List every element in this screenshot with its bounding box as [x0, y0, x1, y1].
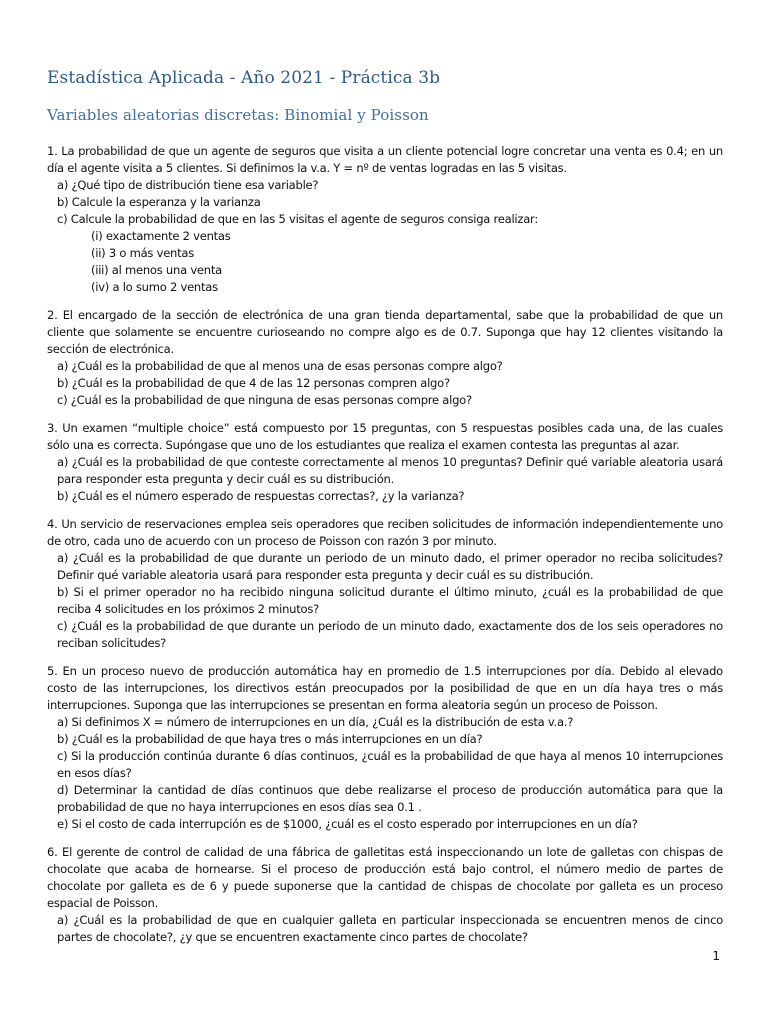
- problem-item: d) Determinar la cantidad de días continuos que debe realizarse el proceso de producción automática para que la probabilidad de que no haya interrupciones en esos días sea 0.1 .: [57, 783, 723, 814]
- document-subtitle: Variables aleatorias discretas: Binomial y Poisson: [47, 106, 429, 124]
- problem-item: a) ¿Cuál es la probabilidad de que al menos una de esas personas compre algo?: [57, 359, 503, 373]
- problem-subitem: (ii) 3 o más ventas: [91, 246, 194, 260]
- problem-item: c) Si la producción continúa durante 6 días continuos, ¿cuál es la probabilidad de que haya al menos 10 interrupciones en esos días?: [57, 749, 723, 780]
- problem-1: [47, 143, 723, 296]
- problems-list: [47, 143, 723, 957]
- problem-stem: 1. La probabilidad de que un agente de seguros que visita a un cliente potencial logre concretar una venta es 0.4; en un día el agente visita a 5 clientes. Si definimos la v.a. Y = nº de ventas logradas en las 5 visitas.: [47, 144, 723, 175]
- problem-6: [47, 844, 723, 946]
- problem-4: [47, 516, 723, 652]
- problem-5: [47, 663, 723, 833]
- problem-item: c) ¿Cuál es la probabilidad de que ninguna de esas personas compre algo?: [57, 393, 472, 407]
- problem-item: a) ¿Qué tipo de distribución tiene esa variable?: [57, 178, 319, 192]
- problem-item: a) ¿Cuál es la probabilidad de que durante un periodo de un minuto dado, el primer operador no reciba solicitudes? Definir qué variable aleatoria usará para responder esta pregunta y decir cuál es su distribución.: [57, 551, 723, 582]
- problem-item: b) Calcule la esperanza y la varianza: [57, 195, 261, 209]
- problem-item: a) ¿Cuál es la probabilidad de que conteste correctamente al menos 10 preguntas? Definir qué variable aleatoria usará para responder esta pregunta y decir cuál es su distribución.: [57, 455, 723, 486]
- problem-item: b) ¿Cuál es la probabilidad de que 4 de las 12 personas compren algo?: [57, 376, 450, 390]
- problem-item: a) Si definimos X = número de interrupciones en un día, ¿Cuál es la distribución de esta v.a.?: [57, 715, 574, 729]
- problem-stem: 5. En un proceso nuevo de producción automática hay en promedio de 1.5 interrupciones por día. Debido al elevado costo de las interrupciones, los directivos están preocupados por la posibilidad de que en un día haya tres o más interrupciones. Suponga que las interrupciones se presentan en forma aleatoria según un proceso de Poisson.: [47, 664, 723, 712]
- problem-subitem: (iv) a lo sumo 2 ventas: [91, 280, 218, 294]
- page-number: 1: [712, 949, 720, 963]
- problem-item: e) Si el costo de cada interrupción es de $1000, ¿cuál es el costo esperado por interrupciones en un día?: [57, 817, 638, 831]
- problem-item: b) ¿Cuál es el número esperado de respuestas correctas?, ¿y la varianza?: [57, 489, 465, 503]
- problem-stem: 2. El encargado de la sección de electrónica de una gran tienda departamental, sabe que la probabilidad de que un cliente que solamente se encuentre curioseando no compre algo es de 0.7. Suponga que hay 12 clientes visitando la sección de electrónica.: [47, 308, 723, 356]
- problem-item: a) ¿Cuál es la probabilidad de que en cualquier galleta en particular inspeccionada se encuentren menos de cinco partes de chocolate?, ¿y que se encuentren exactamente cinco partes de chocolate?: [57, 913, 723, 944]
- problem-stem: 3. Un examen “multiple choice” está compuesto por 15 preguntas, con 5 respuestas posibles cada una, de las cuales sólo una es correcta. Supóngase que uno de los estudiantes que realiza el examen contesta las preguntas al azar.: [47, 421, 723, 452]
- document-title: Estadística Aplicada - Año 2021 - Práctica 3b: [47, 68, 441, 88]
- problem-item: b) ¿Cuál es la probabilidad de que haya tres o más interrupciones en un día?: [57, 732, 483, 746]
- problem-item: c) ¿Cuál es la probabilidad de que durante un periodo de un minuto dado, exactamente dos de los seis operadores no reciban solicitudes?: [57, 619, 723, 650]
- problem-2: [47, 307, 723, 409]
- problem-3: [47, 420, 723, 505]
- problem-stem: 6. El gerente de control de calidad de una fábrica de galletitas está inspeccionando un lote de galletas con chispas de chocolate que acaba de hornearse. Si el proceso de producción está bajo control, el número medio de partes de chocolate por galleta es de 6 y puede suponerse que la cantidad de chispas de chocolate por galleta es un proceso espacial de Poisson.: [47, 845, 723, 910]
- problem-item: c) Calcule la probabilidad de que en las 5 visitas el agente de seguros consiga realizar:: [57, 212, 538, 226]
- problem-item: b) Si el primer operador no ha recibido ninguna solicitud durante el último minuto, ¿cuál es la probabilidad de que reciba 4 solicitudes en los próximos 2 minutos?: [57, 585, 723, 616]
- problem-stem: 4. Un servicio de reservaciones emplea seis operadores que reciben solicitudes de información independientemente uno de otro, cada uno de acuerdo con un proceso de Poisson con razón 3 por minuto.: [47, 517, 723, 548]
- problem-subitem: (iii) al menos una venta: [91, 263, 222, 277]
- problem-subitem: (i) exactamente 2 ventas: [91, 229, 231, 243]
